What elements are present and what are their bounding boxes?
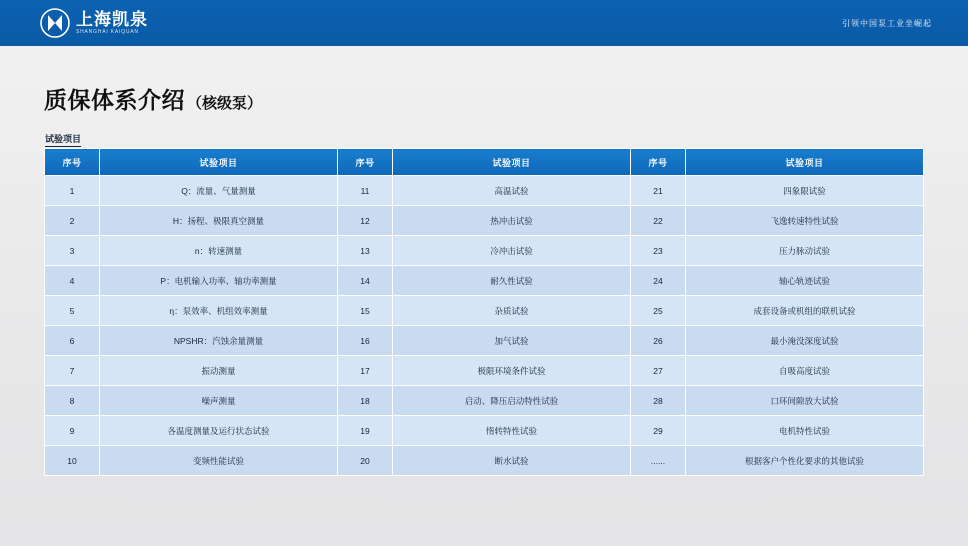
cell-index: 22 — [631, 206, 686, 236]
cell-index: 9 — [45, 416, 100, 446]
cell-index: 17 — [338, 356, 393, 386]
cell-index: 14 — [338, 266, 393, 296]
cell-item: η：泵效率、机组效率测量 — [100, 296, 338, 326]
cell-index: 23 — [631, 236, 686, 266]
cell-index: 25 — [631, 296, 686, 326]
brand-slogan: 引领中国泵工业坐崛起 — [842, 18, 932, 28]
cell-item: 四象限试验 — [686, 176, 924, 206]
cell-index: 29 — [631, 416, 686, 446]
cell-item: 高温试验 — [393, 176, 631, 206]
cell-item: 飞逸转速特性试验 — [686, 206, 924, 236]
brand-name-cn: 上海凯泉 — [76, 10, 148, 29]
cell-item: 噪声测量 — [100, 386, 338, 416]
cell-index: ...... — [631, 446, 686, 476]
table-row — [45, 326, 924, 356]
column-header: 序号 — [338, 149, 393, 176]
cell-item: 极限环境条件试验 — [393, 356, 631, 386]
page-title-main: 质保体系介绍 — [44, 87, 185, 113]
top-bar — [0, 0, 968, 46]
table-row — [45, 296, 924, 326]
brand-logo-text — [76, 11, 148, 35]
cell-item: 热冲击试验 — [393, 206, 631, 236]
cell-index: 19 — [338, 416, 393, 446]
cell-index: 27 — [631, 356, 686, 386]
cell-item: 轴心轨迹试验 — [686, 266, 924, 296]
cell-item: 变频性能试验 — [100, 446, 338, 476]
cell-item: n：转速测量 — [100, 236, 338, 266]
cell-item: 断水试验 — [393, 446, 631, 476]
table-row — [45, 206, 924, 236]
cell-index: 20 — [338, 446, 393, 476]
kaiquan-logo-icon — [40, 8, 70, 38]
cell-index: 18 — [338, 386, 393, 416]
cell-index: 8 — [45, 386, 100, 416]
test-items-table-wrap — [44, 148, 924, 476]
cell-item: 振动测量 — [100, 356, 338, 386]
cell-item: 电机特性试验 — [686, 416, 924, 446]
test-items-table — [44, 148, 924, 476]
cell-item: 压力脉动试验 — [686, 236, 924, 266]
cell-index: 26 — [631, 326, 686, 356]
cell-index: 24 — [631, 266, 686, 296]
table-row — [45, 416, 924, 446]
table-row — [45, 356, 924, 386]
cell-index: 12 — [338, 206, 393, 236]
cell-index: 10 — [45, 446, 100, 476]
cell-index: 7 — [45, 356, 100, 386]
cell-index: 13 — [338, 236, 393, 266]
cell-item: 启动、降压启动特性试验 — [393, 386, 631, 416]
cell-index: 28 — [631, 386, 686, 416]
cell-index: 11 — [338, 176, 393, 206]
cell-index: 15 — [338, 296, 393, 326]
table-header-row — [45, 149, 924, 176]
table-row — [45, 266, 924, 296]
cell-item: 各温度测量及运行状态试验 — [100, 416, 338, 446]
cell-item: 成套设备或机组的联机试验 — [686, 296, 924, 326]
cell-item: P：电机输入功率、轴功率测量 — [100, 266, 338, 296]
cell-item: 耐久性试验 — [393, 266, 631, 296]
cell-item: H：扬程、极限真空测量 — [100, 206, 338, 236]
cell-index: 2 — [45, 206, 100, 236]
table-row — [45, 236, 924, 266]
cell-item: 最小淹没深度试验 — [686, 326, 924, 356]
column-header: 序号 — [45, 149, 100, 176]
cell-item: 根据客户个性化要求的其他试验 — [686, 446, 924, 476]
cell-index: 16 — [338, 326, 393, 356]
cell-item: Q：流量、气量测量 — [100, 176, 338, 206]
cell-item: 加气试验 — [393, 326, 631, 356]
column-header: 试验项目 — [100, 149, 338, 176]
cell-index: 21 — [631, 176, 686, 206]
cell-index: 3 — [45, 236, 100, 266]
brand-name-en: SHANGHAI KAIQUAN — [76, 29, 139, 35]
table-row — [45, 386, 924, 416]
table-row — [45, 176, 924, 206]
page-title-sub: （核级泵） — [187, 95, 263, 112]
cell-index: 6 — [45, 326, 100, 356]
column-header: 试验项目 — [686, 149, 924, 176]
cell-index: 4 — [45, 266, 100, 296]
cell-item: 口环间隙放大试验 — [686, 386, 924, 416]
cell-item: 自吸高度试验 — [686, 356, 924, 386]
cell-item: 惰转特性试验 — [393, 416, 631, 446]
section-label: 试验项目 — [45, 132, 81, 147]
cell-item: 冷冲击试验 — [393, 236, 631, 266]
cell-index: 5 — [45, 296, 100, 326]
column-header: 序号 — [631, 149, 686, 176]
table-row — [45, 446, 924, 476]
column-header: 试验项目 — [393, 149, 631, 176]
brand-logo — [40, 6, 148, 40]
cell-item: 杂质试验 — [393, 296, 631, 326]
page-title — [44, 82, 262, 115]
cell-index: 1 — [45, 176, 100, 206]
cell-item: NPSHR：汽蚀余量测量 — [100, 326, 338, 356]
